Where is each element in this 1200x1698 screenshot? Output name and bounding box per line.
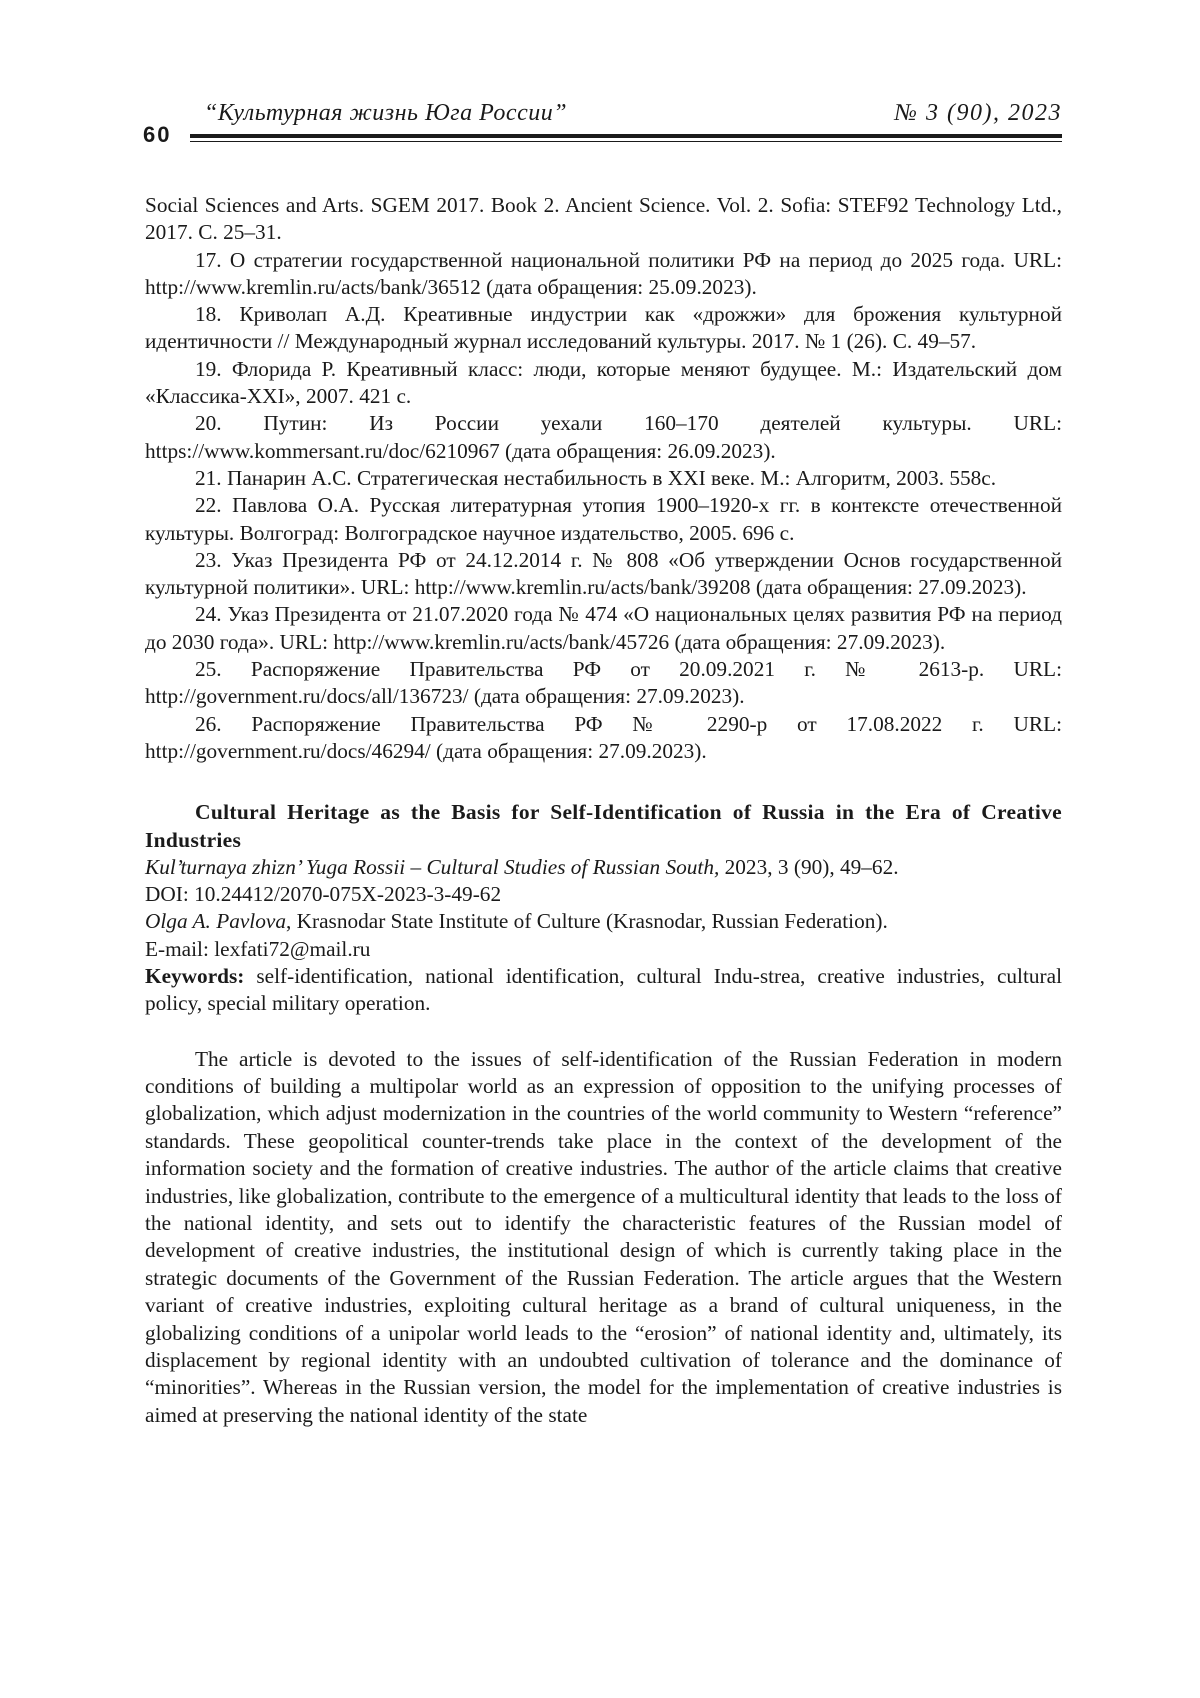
keywords-text: self-identification, national identification, cultural Indu-strea, creative industries, cultural policy, special military operation.	[145, 964, 1062, 1016]
reference-22: 22. Павлова О.А. Русская литературная утопия 1900–1920-х гг. в контексте отечественной культуры. Волгоград: Волгоградское научное издательство, 2005. 696 с.	[145, 493, 1062, 545]
doi: DOI: 10.24412/2070-075X-2023-3-49-62	[145, 882, 502, 907]
reference-16-continuation: Social Sciences and Arts. SGEM 2017. Book 2. Ancient Science. Vol. 2. Sofia: STEF92 Technology Ltd., 2017. С. 25–31.	[145, 193, 1062, 245]
abstract-summary: The article is devoted to the issues of self-identification of the Russian Federation in modern conditions of building a multipolar world as an expression of opposition to the unifying processes of globalization, which adjust modernization in the countries of the world community to Western “reference” standards. These geopolitical counter-trends take place in the context of the development of the information society and the formation of creative industries. The author of the article claims that creative industries, like globalization, contribute to the emergence of a multicultural identity that leads to the loss of the national identity, and sets out to identify the characteristic features of the Russian model of development of creative industries, the institutional design of which is currently taking place in the strategic documents of the Government of the Russian Federation. The article argues that the Western variant of creative industries, exploiting cultural heritage as a brand of cultural uniqueness, in the globalizing conditions of a unipolar world leads to the “erosion” of national identity and, ultimately, its displacement by regional identity with an undoubted cultivation of tolerance and the dominance of “minorities”. Whereas in the Russian version, the model for the implementation of creative industries is aimed at preserving the national identity of the state	[145, 1046, 1062, 1427]
author-line	[145, 908, 1062, 935]
page-content	[145, 192, 1062, 1429]
header-rule-thick	[190, 134, 1062, 138]
author-affiliation: , Krasnodar State Institute of Culture (Krasnodar, Russian Federation).	[285, 909, 888, 934]
citation-journal: Kul’turnaya zhizn’ Yuga Rossii – Cultural Studies of Russian South,	[145, 854, 720, 879]
citation-line	[145, 854, 1062, 881]
reference-17: 17. О стратегии государственной национальной политики РФ на период до 2025 года. URL: http://www.kremlin.ru/acts/bank/36512 (дата обращения: 25.09.2023).	[145, 247, 1062, 299]
abstract-title: Cultural Heritage as the Basis for Self-Identification of Russia in the Era of Creative Industries	[145, 800, 1062, 852]
reference-19: 19. Флорида Р. Креативный класс: люди, которые меняют будущее. М.: Издательский дом «Классика-XXI», 2007. 421 с.	[145, 356, 1062, 409]
reference-26: 26. Распоряжение Правительства РФ № 2290-р от 17.08.2022 г. URL: http://government.ru/docs/46294/ (дата обращения: 27.09.2023).	[145, 711, 1062, 763]
page-number: 60	[143, 122, 172, 147]
reference-21: 21. Панарин А.С. Стратегическая нестабильность в XXI веке. М.: Алгоритм, 2003. 558с.	[195, 465, 997, 490]
english-abstract	[145, 799, 1062, 1017]
keywords	[145, 963, 1062, 1018]
reference-18: 18. Криволап А.Д. Креативные индустрии как «дрожжи» для брожения культурной идентичности // Международный журнал исследований культуры. 2017. № 1 (26). С. 49–57.	[145, 302, 1062, 354]
issue-number: № 3 (90), 2023	[894, 100, 1062, 126]
reference-list	[145, 192, 1062, 765]
journal-title: “Культурная жизнь Юга России”	[204, 100, 568, 126]
reference-24: 24. Указ Президента от 21.07.2020 года № 474 «О национальных целях развития РФ на период до 2030 года». URL: http://www.kremlin.ru/acts/bank/45726 (дата обращения: 27.09.2023).	[145, 602, 1062, 654]
author-name: Olga A. Pavlova	[145, 909, 286, 934]
author-email: E-mail: lexfati72@mail.ru	[145, 936, 371, 961]
reference-25: 25. Распоряжение Правительства РФ от 20.09.2021 г. № 2613-р. URL: http://government.ru/docs/all/136723/ (дата обращения: 27.09.2023).	[145, 657, 1062, 709]
keywords-label: Keywords:	[145, 964, 245, 989]
reference-20: 20. Путин: Из России уехали 160–170 деятелей культуры. URL: https://www.kommersant.ru/doc/6210967 (дата обращения: 26.09.2023).	[145, 411, 1062, 463]
reference-23: 23. Указ Президента РФ от 24.12.2014 г. № 808 «Об утверждении Основ государственной культурной политики». URL: http://www.kremlin.ru/acts/bank/39208 (дата обращения: 27.09.2023).	[145, 547, 1062, 600]
citation-details: 2023, 3 (90), 49–62.	[719, 854, 899, 879]
header-rule-thin	[190, 141, 1062, 142]
